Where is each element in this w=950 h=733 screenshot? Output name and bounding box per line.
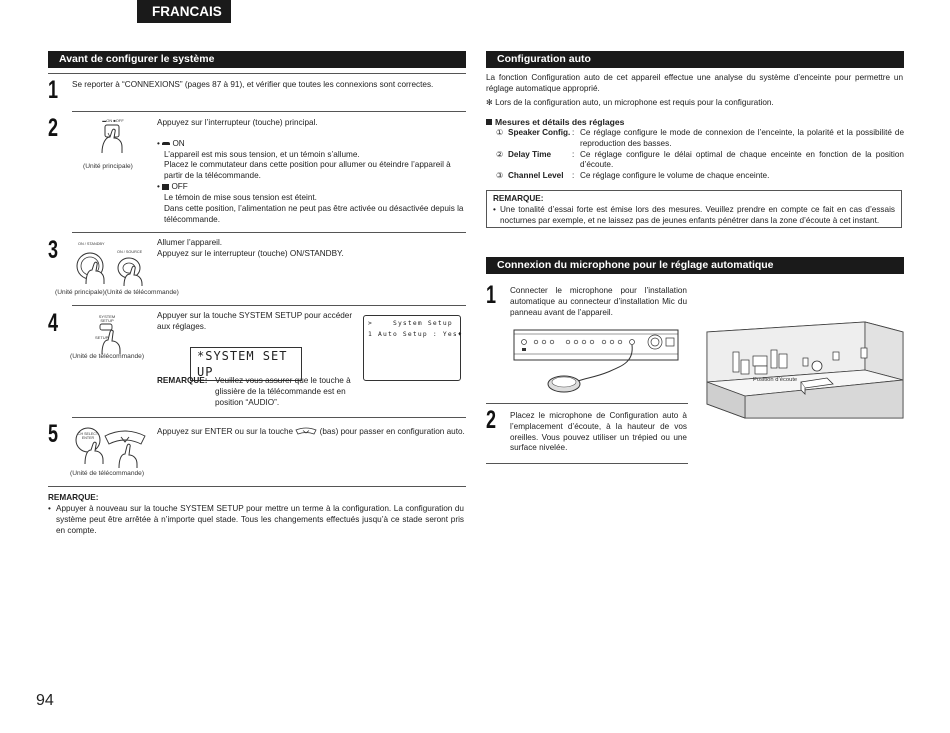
on-standby-label: ON / STANDBY	[78, 242, 105, 246]
osd-screen	[363, 315, 461, 381]
mic-step1-text: Connecter le microphone pour l’installation automatique au connecteur d’installation Mic du panneau avant de l’appareil.	[510, 286, 687, 317]
system-setup-label: SYSTEM SETUP	[98, 314, 116, 324]
measures-title-text: Mesures et détails des réglages	[495, 117, 625, 127]
on-symbol-icon	[162, 142, 170, 145]
on-item: • ON	[157, 138, 185, 148]
power-switch-label: ▬ON ■OFF	[102, 118, 124, 123]
measure-desc: Ce réglage configure le volume de chaque enceinte.	[580, 171, 770, 181]
on-line-2: Placez le commutateur dans cette position pour allumer ou éteindre l’appareil à partir de la télécommande.	[164, 160, 451, 181]
step3-text-block	[157, 238, 465, 260]
step5-text-after: (bas) pour passer en configuration auto.	[319, 427, 465, 436]
measure-name: Channel Level	[508, 171, 564, 181]
page-number: 94	[36, 692, 54, 709]
osd-line-2: 1 Auto Setup : Yes♦	[368, 331, 463, 339]
off-line-1: Le témoin de mise sous tension est éteint.	[164, 192, 317, 202]
divider	[72, 305, 466, 306]
setup-sublabel: SETUP	[95, 335, 109, 340]
step1-text: Se reporter à “CONNEXIONS” (pages 87 à 91), et vérifier que toutes les connexions sont correctes.	[72, 80, 434, 89]
divider	[486, 463, 688, 464]
step2-text-block	[157, 118, 465, 225]
left-remark-text: Appuyer à nouveau sur la touche SYSTEM SETUP pour mettre un terme à la configuration. La configuration du système peut être arrêtée à n’importe quel stade. Tous les changements effectués jusqu’à ce stade seront pris en compte.	[56, 504, 464, 535]
receiver-mic-illustration	[512, 326, 682, 398]
step-number: 4	[48, 309, 59, 337]
on-label: ON	[172, 138, 185, 148]
square-bullet-icon	[486, 119, 492, 125]
step3-line1: Allumer l’appareil.	[157, 238, 223, 247]
right-remark-label: REMARQUE:	[493, 194, 544, 203]
step-number: 3	[48, 236, 59, 264]
off-symbol-icon	[162, 184, 169, 190]
divider	[72, 232, 466, 233]
step2-line1: Appuyez sur l’interrupteur (touche) principal.	[157, 118, 318, 127]
right-remark-text: Une tonalité d’essai forte est émise lors des mesures. Veuillez prendre en compte ce fait en cas d’essais nocturnes par exemple, et ne laissez pas de jeunes enfants pénétrer dans la zone d’écoute à cet instant.	[500, 204, 895, 225]
divider	[72, 417, 466, 418]
step4-remark-label: REMARQUE:	[157, 376, 208, 385]
step4-remark-text: Veuillez vous assurer que le touche à glissière de la télécommande est en position “AUDIO”.	[215, 376, 351, 407]
on-source-label: ON / SOURCE	[117, 250, 143, 254]
step5-text-before: Appuyez sur ENTER ou sur la touche	[157, 427, 294, 436]
measure-item: ③ Channel Level : Ce réglage configure le volume de chaque enceinte.	[496, 171, 904, 182]
on-source-button-icon	[114, 256, 148, 286]
step5-caption: (Unité de télécommande)	[70, 470, 145, 477]
on-standby-button-icon	[74, 250, 110, 286]
off-item: • OFF	[157, 182, 188, 192]
step4-text: Appuyer sur la touche SYSTEM SETUP pour accéder aux réglages.	[157, 311, 353, 331]
language-tab: FRANCAIS	[137, 0, 231, 23]
section-title-before-setup: Avant de configurer le système	[48, 51, 466, 68]
step3-line2: Appuyez sur le interrupteur (touche) ON/STANDBY.	[157, 248, 344, 258]
divider	[72, 111, 466, 112]
measure-item: ① Speaker Config. : Ce réglage configure le mode de connexion de l’enceinte, la polarité et la possibilité de reproduction des basses.	[496, 128, 904, 148]
step-number: 5	[48, 420, 59, 448]
step5-text-block	[157, 427, 465, 438]
measure-desc: Ce réglage configure le mode de connexion de l’enceinte, la polarité et la possibilité de reproduction des basses.	[580, 128, 904, 148]
off-line-2: Dans cette position, l’alimentation ne peut pas être activée ou désactivée depuis la télécommande.	[164, 203, 464, 224]
listening-room-illustration	[705, 320, 905, 420]
step3-caption: (Unité principale)(Unité de télécommande)	[55, 289, 179, 296]
power-switch-icon	[88, 118, 138, 157]
step2-caption: (Unité principale)	[83, 163, 133, 170]
lcd-display: *SYSTEM SET UP	[190, 347, 302, 381]
section-title-auto-setup: Configuration auto	[486, 51, 904, 68]
down-key-inline-icon	[295, 427, 317, 436]
measure-name: Speaker Config.	[508, 128, 571, 137]
divider	[48, 73, 466, 74]
mic-step2-text: Placez le microphone de Configuration auto à l’emplacement d’écoute, à la hauteur de vos oreilles. Vous pouvez utiliser un trépied ou une surface nivelée.	[510, 411, 687, 453]
divider	[48, 486, 466, 487]
step4-caption: (Unité de télécommande)	[70, 353, 145, 360]
left-remark-label: REMARQUE:	[48, 493, 99, 502]
step-number: 1	[48, 76, 59, 104]
asterisk-icon: ✻	[486, 98, 493, 107]
auto-setup-note	[486, 98, 903, 109]
right-remark-box: REMARQUE: • Une tonalité d’essai forte est émise lors des mesures. Veuillez prendre en compte ce fait en cas d’essais nocturnes par exemple, et ne laissez pas de jeunes enfants pénétrer dans la zone d’écoute à cet instant.	[486, 190, 902, 228]
measures-list	[496, 128, 904, 182]
measure-name: Delay Time	[508, 149, 552, 159]
on-line-1: L’appareil est mis sous tension, et un témoin s’allume.	[164, 149, 360, 159]
measure-item: ② Delay Time : Ce réglage configure le délai optimal de chaque enceinte en fonction de la position d’écoute.	[496, 149, 904, 170]
enter-button-label: CH SELECT ENTER	[77, 432, 99, 440]
down-arrow-key-icon	[103, 424, 149, 468]
measures-title	[486, 117, 624, 128]
measure-desc: Ce réglage configure le délai optimal de chaque enceinte en fonction de la position d’écoute.	[580, 149, 904, 170]
off-label: OFF	[171, 182, 188, 192]
step-number: 2	[486, 406, 497, 434]
auto-setup-note-text: Lors de la configuration auto, un microphone est requis pour la configuration.	[495, 98, 774, 107]
divider	[486, 403, 688, 404]
step-number: 1	[486, 281, 497, 309]
step-number: 2	[48, 114, 59, 142]
section-title-mic-connection: Connexion du microphone pour le réglage automatique	[486, 257, 904, 274]
listening-position-label: Position d’écoute	[753, 377, 798, 383]
auto-setup-intro: La fonction Configuration auto de cet appareil effectue une analyse du système d’enceinte pour permettre un réglage automatique approprié.	[486, 73, 903, 93]
left-remark-item: • Appuyer à nouveau sur la touche SYSTEM SETUP pour mettre un terme à la configuration. La configuration du système peut être arrêtée à n’importe quel stade. Tous les changements effectués jusqu’à ce stade seront pris en compte.	[48, 504, 464, 535]
osd-line-1: > System Setup	[368, 320, 453, 327]
